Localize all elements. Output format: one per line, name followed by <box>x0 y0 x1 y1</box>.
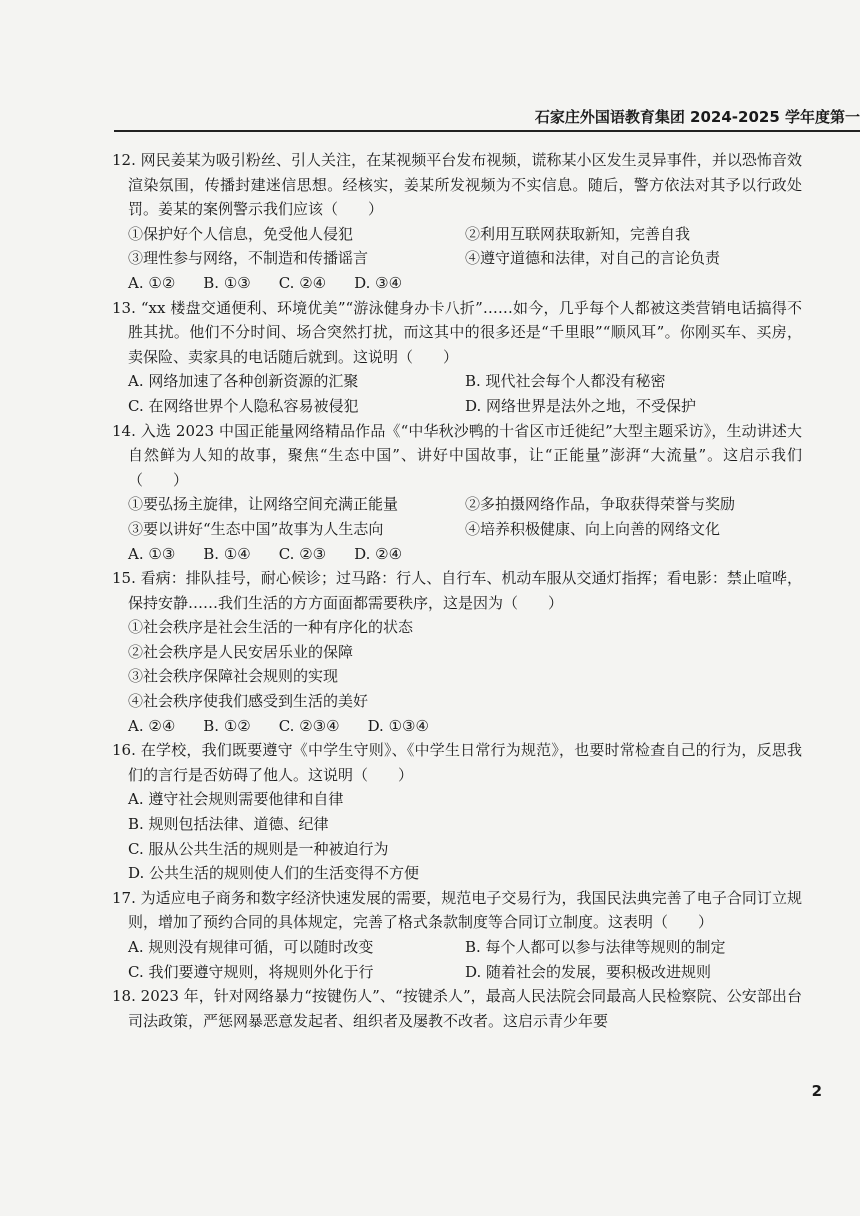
statement: ③要以讲好“生态中国”故事为人生志向 <box>128 519 384 538</box>
choice-b: B. 现代社会每个人都没有秘密 <box>465 372 666 391</box>
choice-c: C. 在网络世界个人隐私容易被侵犯 <box>128 396 359 415</box>
choice-row <box>112 542 802 567</box>
choice-row <box>112 935 802 960</box>
choice-d: D. ①③④ <box>367 716 429 735</box>
choice-d: D. 网络世界是法外之地，不受保护 <box>465 396 697 415</box>
choice-c: C. ②③ <box>278 544 327 563</box>
choice-a: A. ①③ <box>128 544 176 563</box>
question-stem: 12. 网民姜某为吸引粉丝、引人关注，在某视频平台发布视频，谎称某小区发生灵异事件，并以恐怖音效渲染氛围，传播封建迷信思想。经核实，姜某所发视频为不实信息。随后，警方依法对其予以行政处罚。姜某的案例警示我们应该（ ） <box>112 151 802 219</box>
choice-d: D. ③④ <box>354 273 403 292</box>
choice-d: D. 随着社会的发展，要积极改进规则 <box>465 962 712 981</box>
choice-row <box>112 369 802 394</box>
choice-a: A. ②④ <box>128 716 176 735</box>
choice-c: C. ②④ <box>278 273 327 292</box>
choice-d: D. ②④ <box>354 544 403 563</box>
question-15 <box>112 566 802 738</box>
question-18 <box>112 984 802 1033</box>
question-stem: 14. 入选 2023 中国正能量网络精品作品《“中华秋沙鸭的十省区市迁徙纪”大型主题采访》，生动讲述大自然鲜为人知的故事，聚焦“生态中国”、讲好中国故事，让“正能量”澎湃“大流量”。这启示我们（ ） <box>112 421 802 489</box>
question-stem: 13. “xx 楼盘交通便利、环境优美”“游泳健身办卡八折”……如今，几乎每个人都被这类营销电话搞得不胜其扰。他们不分时间、场合突然打扰，而这其中的很多还是“千里眼”“顺风耳”。你刚买车、买房，卖保险、卖家具的电话随后就到。这说明（ ） <box>112 298 802 366</box>
choice-d: D. 公共生活的规则使人们的生活变得不方便 <box>128 864 420 883</box>
question-stem: 17. 为适应电子商务和数字经济快速发展的需要，规范电子交易行为，我国民法典完善了电子合同订立规则，增加了预约合同的具体规定，完善了格式条款制度等合同订立制度。这表明（ ） <box>112 888 802 932</box>
choice-a: A. 规则没有规律可循，可以随时改变 <box>128 938 374 956</box>
question-stem: 16. 在学校，我们既要遵守《中学生守则》、《中学生日常行为规范》，也要时常检查自己的行为，反思我们的言行是否妨碍了他人。这说明（ ） <box>112 741 802 784</box>
statement: ①要弘扬主旋律，让网络空间充满正能量 <box>128 495 399 514</box>
question-stem: 15. 看病：排队挂号，耐心候诊；过马路：行人、自行车、机动车服从交通灯指挥；看电影：禁止喧哗，保持安静……我们生活的方方面面都需要秩序，这是因为（ ） <box>112 569 802 612</box>
question-14 <box>112 419 802 567</box>
choice-b: B. 每个人都可以参与法律等规则的制定 <box>465 938 726 956</box>
header-title: 石家庄外国语教育集团 2024-2025 学年度第一 <box>534 108 860 126</box>
choice-row <box>112 714 802 739</box>
statement-row <box>112 517 802 542</box>
statement: ②利用互联网获取新知，完善自我 <box>465 224 691 243</box>
statement: ③理性参与网络，不制造和传播谣言 <box>128 249 369 268</box>
statement-row <box>112 222 802 247</box>
statement: ③社会秩序保障社会规则的实现 <box>128 667 339 686</box>
header-rule <box>114 130 860 132</box>
question-16 <box>112 738 802 886</box>
statement: ④社会秩序使我们感受到生活的美好 <box>128 692 369 711</box>
choice-row <box>112 271 802 296</box>
page-header <box>114 104 860 134</box>
choice-a: A. 遵守社会规则需要他律和自律 <box>128 790 344 809</box>
choice-b: B. 规则包括法律、道德、纪律 <box>128 815 329 834</box>
page-number: 2 <box>811 1082 822 1100</box>
choice-b: B. ①③ <box>203 273 251 292</box>
statement: ②多拍摄网络作品，争取获得荣誉与奖励 <box>465 495 736 514</box>
choice-a: A. 网络加速了各种创新资源的汇聚 <box>128 372 359 391</box>
statement: ④遵守道德和法律，对自己的言论负责 <box>465 249 721 268</box>
question-12 <box>112 148 802 296</box>
choice-c: C. ②③④ <box>278 716 340 735</box>
statement: ①保护好个人信息，免受他人侵犯 <box>128 224 354 243</box>
statement-row <box>112 246 802 271</box>
choice-row <box>112 960 802 985</box>
choice-row <box>112 394 802 419</box>
choice-c: C. 服从公共生活的规则是一种被迫行为 <box>128 839 389 858</box>
choice-b: B. ①④ <box>203 544 251 563</box>
statement: ④培养积极健康、向上向善的网络文化 <box>465 519 721 538</box>
question-17 <box>112 886 802 984</box>
question-13 <box>112 296 802 419</box>
statement: ①社会秩序是社会生活的一种有序化的状态 <box>128 618 414 637</box>
statement: ②社会秩序是人民安居乐业的保障 <box>128 642 354 661</box>
choice-c: C. 我们要遵守规则，将规则外化于行 <box>128 962 374 981</box>
choice-b: B. ①② <box>203 716 251 735</box>
question-stem: 18. 2023 年，针对网络暴力“按键伤人”、“按键杀人”，最高人民法院会同最高人民检察院、公安部出台司法政策，严惩网暴恶意发起者、组织者及屡教不改者。这启示青少年要 <box>112 987 802 1030</box>
choice-a: A. ①② <box>128 273 176 292</box>
statement-row <box>112 492 802 517</box>
question-list <box>112 148 802 1033</box>
